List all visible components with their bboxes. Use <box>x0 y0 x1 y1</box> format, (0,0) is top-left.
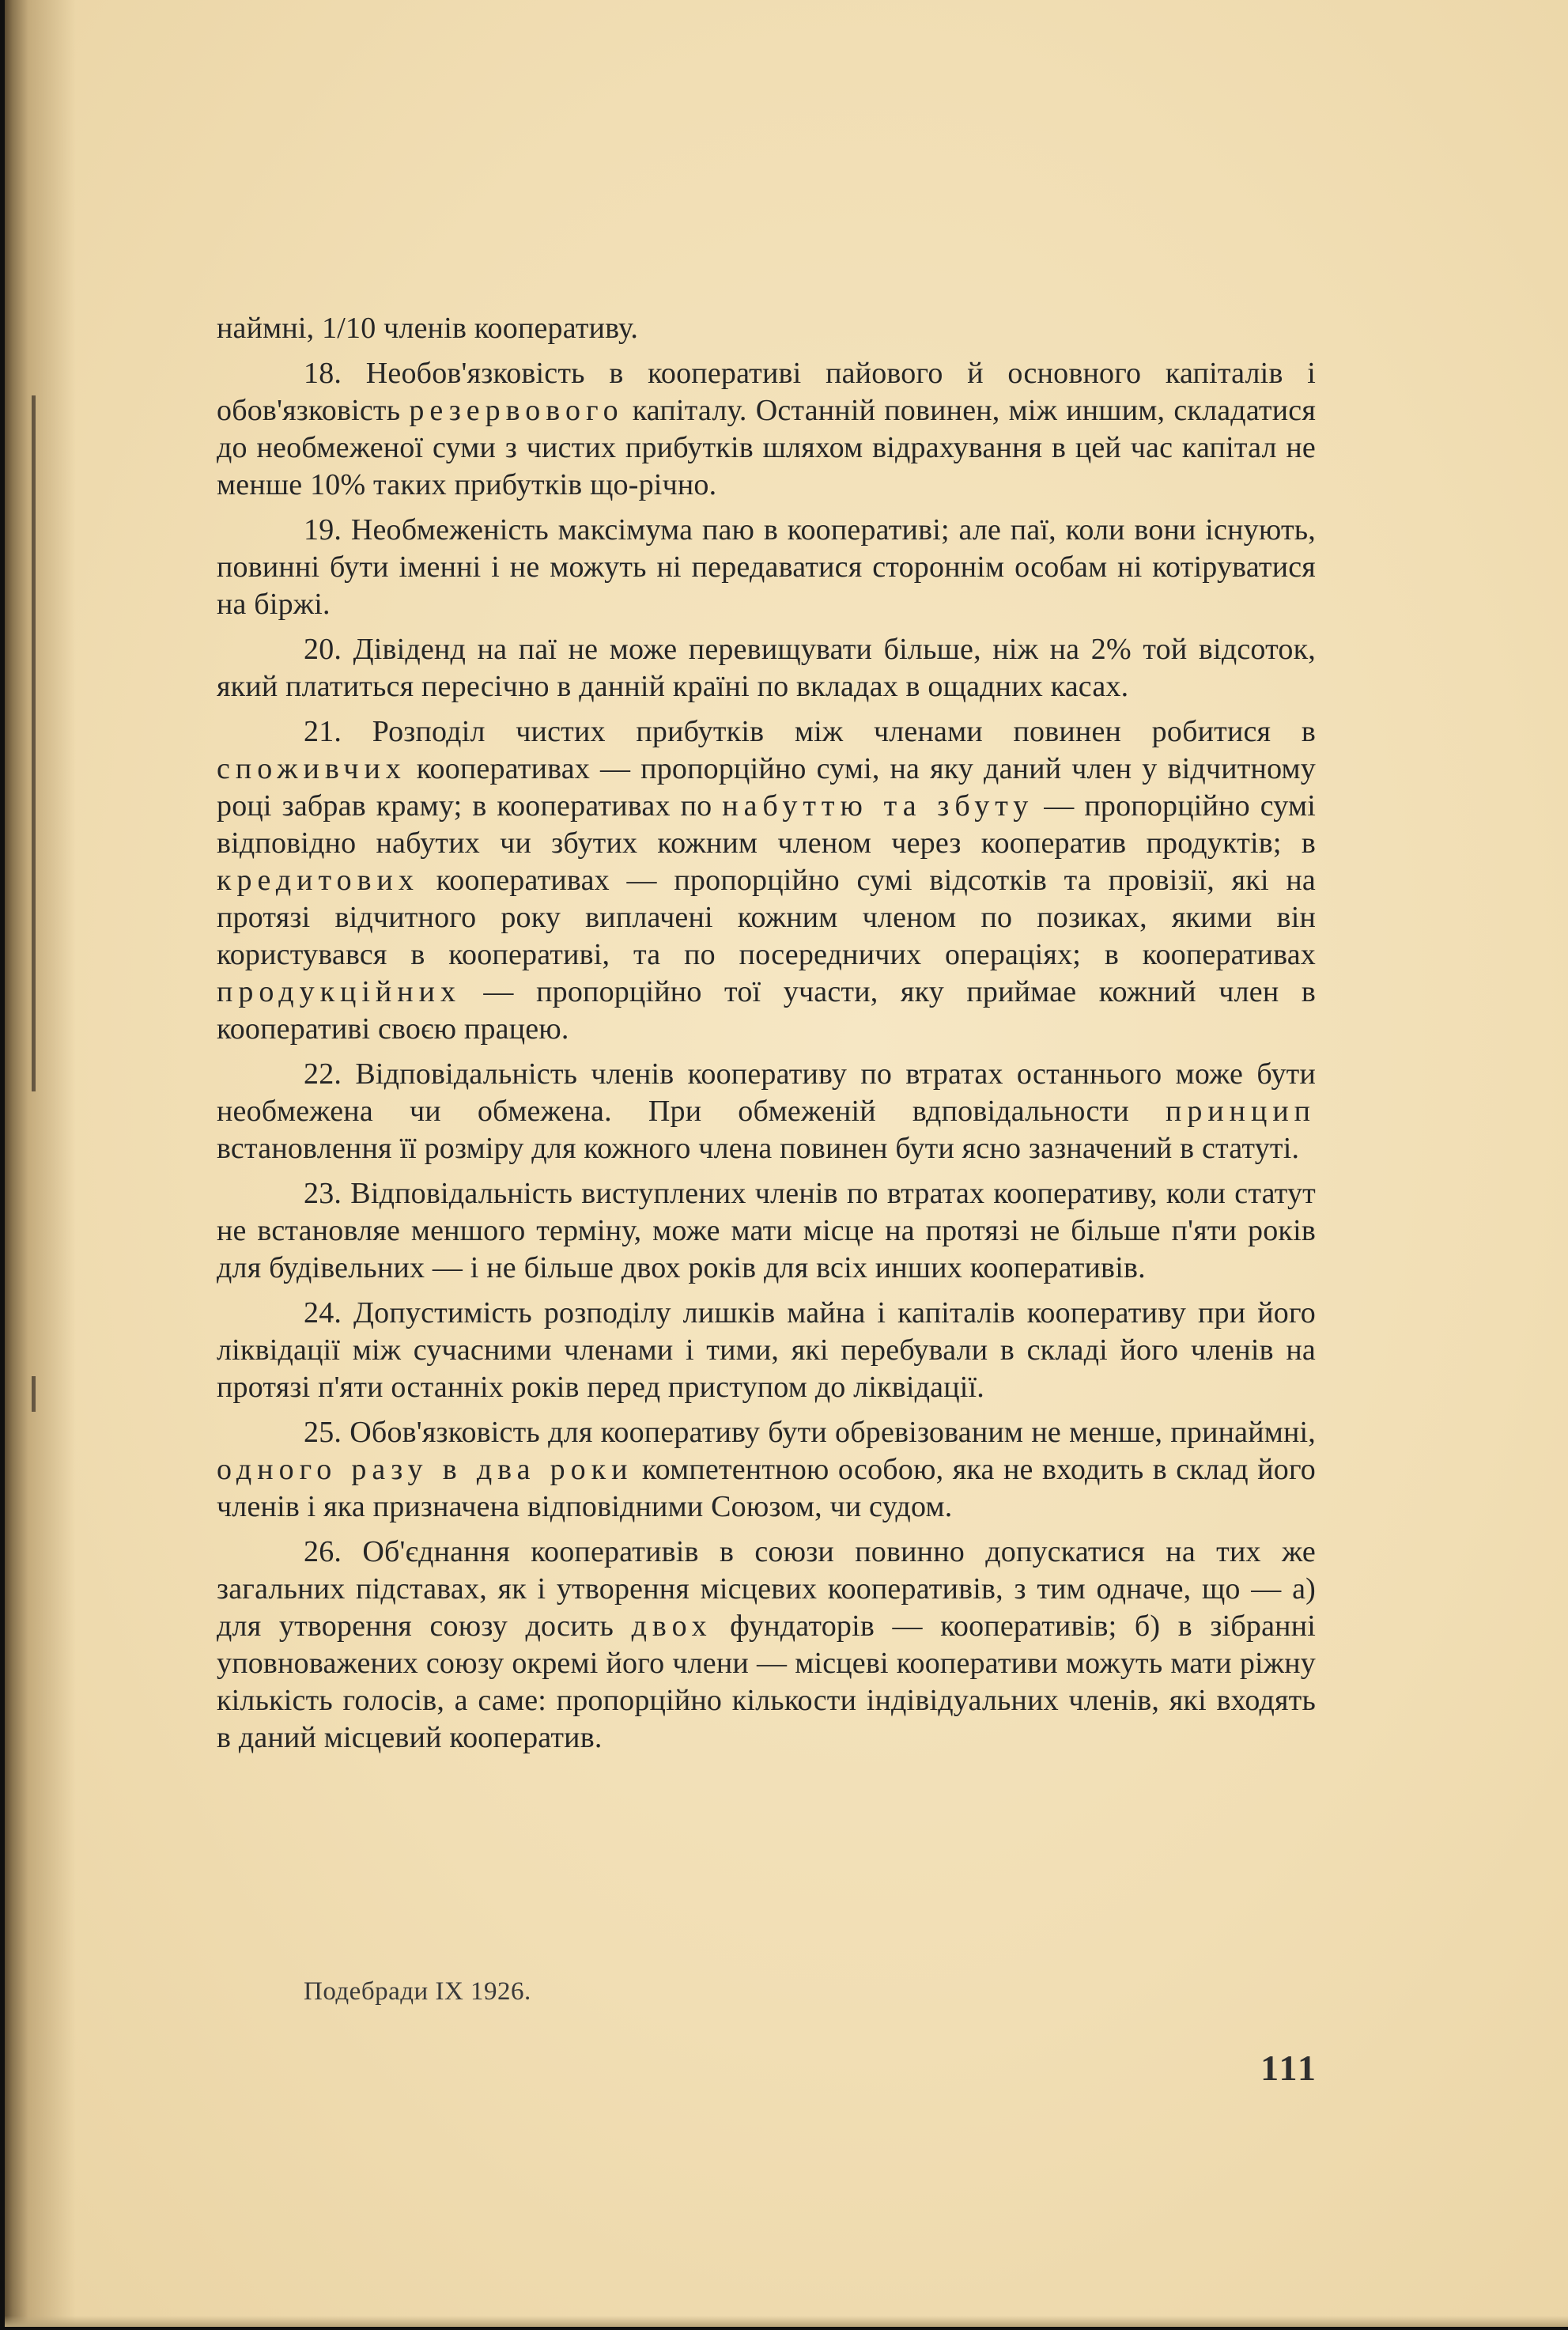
spaced-emphasis: продукційних <box>217 975 461 1008</box>
text-segment: 23. Відповідальність виступлених членів по втратах кооперативу, коли статут не встановляе меншого терміну, може мати місце на протязі не більше п'яти років для будівельних — і не більше двох років для всіх инших кооперативів. <box>217 1177 1316 1284</box>
paragraph-26 <box>217 1534 1316 1757</box>
text-segment: наймні, 1/10 членів кооперативу. <box>217 312 639 345</box>
text-segment: 24. Допустимість розподілу лишків майна і капіталів кооперативу при його ліквідації між сучасними членами і тими, які перебували в складі його членів на протязі п'яти останніх років перед приступом до ліквідації. <box>217 1296 1316 1404</box>
paragraph-24 <box>217 1295 1316 1406</box>
text-segment: — пропорційно тої участи, яку приймае кожний член в кооперативі своєю працею. <box>217 975 1316 1046</box>
binding-thread <box>32 395 36 1091</box>
spine-shadow <box>5 0 76 2327</box>
spaced-emphasis: набуттю та збуту <box>722 789 1034 823</box>
text-segment: 22. Відповідальність членів кооперативу по втратах останнього може бути необмежена чи обмежена. При обмеженій вдповідальности <box>217 1057 1316 1128</box>
text-segment: 21. Розподіл чистих прибутків між членами повинен робитися в <box>304 715 1316 748</box>
text-segment: 25. Обов'язковість для кооперативу бути обревізованим не менше, принаймні, <box>304 1416 1316 1449</box>
binding-thread-lower <box>32 1376 36 1412</box>
spaced-emphasis: споживчих <box>217 752 406 785</box>
text-segment: кооперативах — пропорційно сумі відсотків та провізії, які на протязі відчитного року виплачені кожним членом по позиках, якими він користувався в кооперативі, та по посередничих операціях; в кооперативах <box>217 864 1316 971</box>
page-bottom-edge <box>5 2316 1568 2327</box>
paragraph-19 <box>217 512 1316 623</box>
text-segment: 19. Необмеженість максімума паю в кооперативі; але паї, коли вони існують, повинні бути іменні і не можуть ні передаватися стороннім особам ні котіруватися на біржі. <box>217 513 1316 621</box>
text-segment: встановлення її розміру для кожного члена повинен бути ясно зазначений в статуті. <box>217 1132 1300 1165</box>
text-segment: фундаторів — кооперативів; б) в зібранні уповноважених союзу окремі його члени — місцеві кооперативи можуть мати ріжну кількість голосів, а саме: пропорційно кількости індівідуальних членів, які входять в даний місцевий кооператив. <box>217 1609 1316 1754</box>
spaced-emphasis: принцип <box>1165 1095 1316 1128</box>
spaced-emphasis: двох <box>631 1609 712 1643</box>
paragraph-23 <box>217 1175 1316 1287</box>
place-date: Подебради IX 1926. <box>304 1977 531 2006</box>
paragraph-21 <box>217 713 1316 1048</box>
paragraph-20 <box>217 631 1316 705</box>
body-text <box>217 310 1316 1765</box>
paragraph-22 <box>217 1056 1316 1167</box>
text-segment: кооперативах — пропорційно сумі, на яку даний член у відчитному році забрав краму; в кооперативах по <box>217 752 1316 823</box>
paragraph-25 <box>217 1414 1316 1526</box>
spaced-emphasis: одного разу в два роки <box>217 1453 633 1486</box>
text-segment: капіталу. Останній повинен, між иншим, складатися до необмеженої суми з чистих прибутків шляхом відрахування в цей час капітал не менше 10% таких прибутків що-річно. <box>217 394 1316 501</box>
page-number: 111 <box>1260 2048 1318 2088</box>
text-segment: 18. Необов'язковість в кооперативі пайового й основного капіталів і обов'язковість <box>217 357 1316 427</box>
spaced-emphasis: кредитових <box>217 864 419 897</box>
text-segment: компетентною особою, яка не входить в склад його членів і яка призначена відповідними Союзом, чи судом. <box>217 1453 1316 1523</box>
text-segment: — пропорційно сумі відповідно набутих чи збутих кожним членом через кооператив продуктів; в <box>217 789 1316 860</box>
paragraph-continuation <box>217 310 1316 347</box>
book-page <box>5 0 1568 2327</box>
text-segment: 26. Об'єднання кооперативів в союзи повинно допускатися на тих же загальних підставах, як і утворення місцевих кооперативів, з тим одначе, що — а) для утворення союзу досить <box>217 1535 1316 1643</box>
spaced-emphasis: резервового <box>409 394 624 427</box>
text-segment: 20. Дівіденд на паї не може перевищувати більше, ніж на 2% той відсоток, який платиться пересічно в данній країні по вкладах в ощадних касах. <box>217 633 1316 703</box>
paragraph-18 <box>217 355 1316 504</box>
